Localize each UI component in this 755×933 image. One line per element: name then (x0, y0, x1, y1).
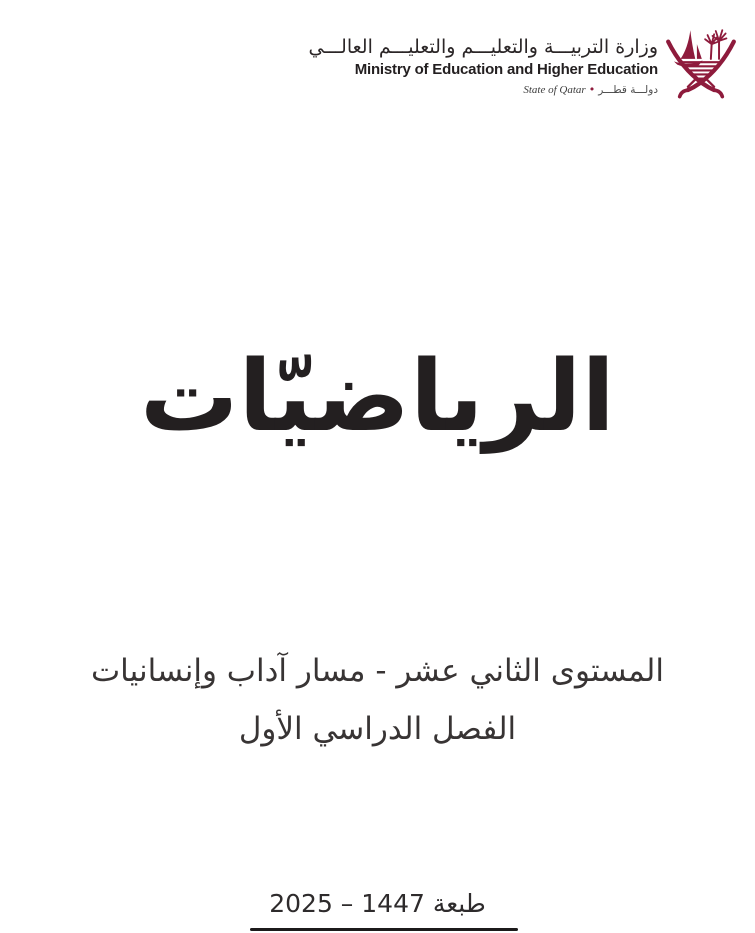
ministry-logo-text (309, 36, 658, 97)
state-name-arabic: دولـــة قطـــر (598, 83, 658, 96)
ministry-name-english: Ministry of Education and Higher Education (354, 60, 658, 78)
semester-subtitle: الفصل الدراسي الأول (238, 711, 517, 747)
footer-rule (250, 928, 518, 931)
state-of-qatar-line (309, 83, 658, 97)
book-title: الرياضيّات (140, 340, 615, 454)
qatar-emblem-icon (660, 22, 742, 104)
grade-track-subtitle: المستوى الثاني عشر - مسار آداب وإنسانيات (91, 653, 664, 689)
state-name-english: State of Qatar (523, 83, 586, 96)
ministry-name-arabic: وزارة التربيـــة والتعليـــم والتعليـــم العالـــي (308, 36, 658, 58)
separator-dot: • (588, 82, 596, 96)
edition-line: طبعة 1447 – 2025 (269, 889, 486, 918)
